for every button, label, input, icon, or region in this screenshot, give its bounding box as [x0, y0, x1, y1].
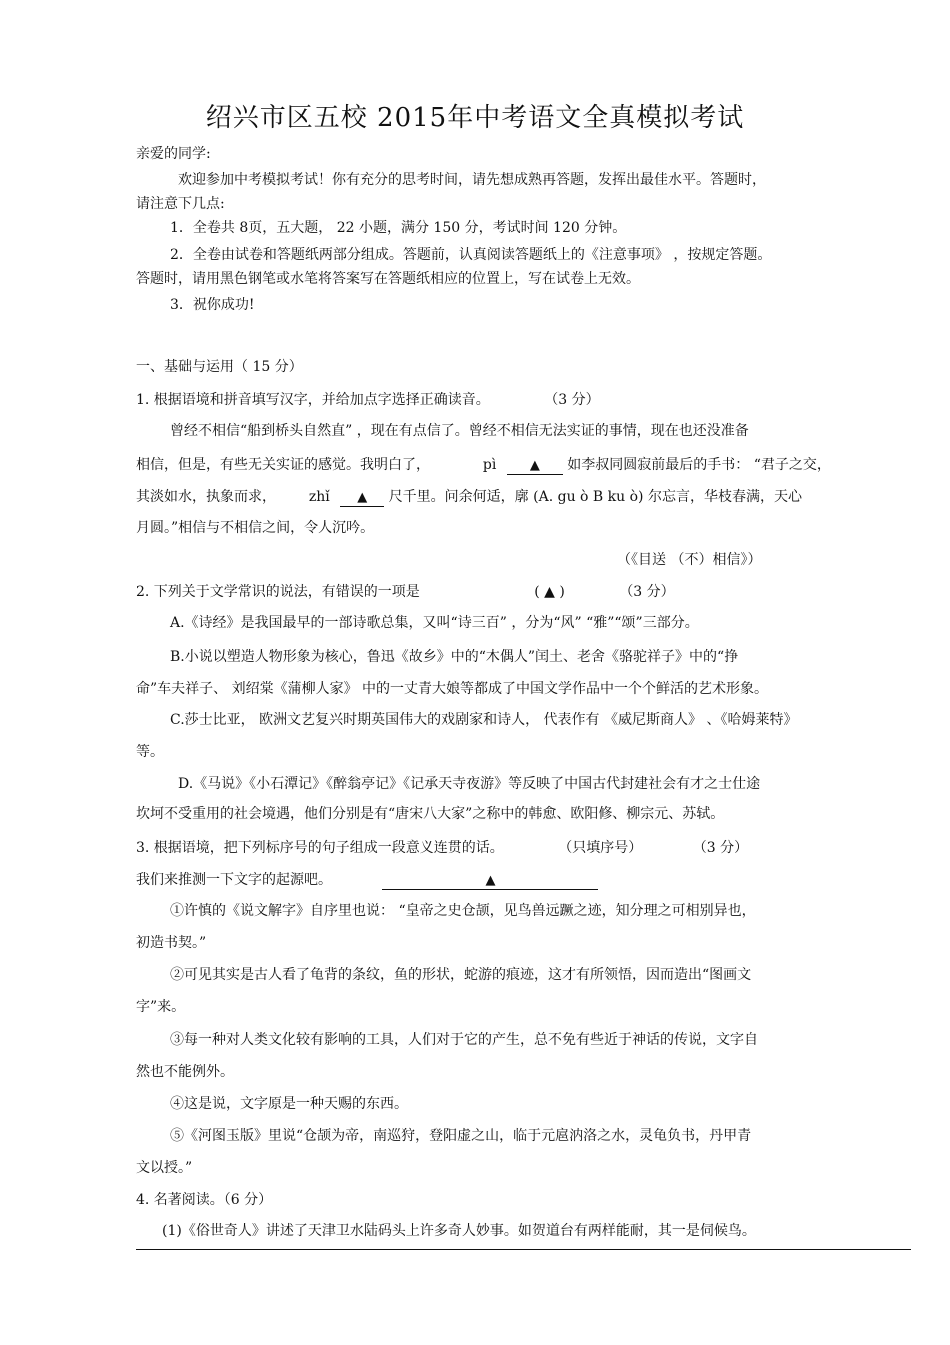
welcome-text: 欢迎参加中考模拟考试！你有充分的思考时间，请先想成熟再答题，发挥出最佳水平。答题时，: [178, 172, 766, 188]
answer-blank-2[interactable]: [340, 489, 384, 507]
q1-para-2a: 相信，但是，有些无关实证的感觉。我明白了，: [136, 457, 430, 473]
q2-option-b: B.小说以塑造人物形象为核心，鲁迅《故乡》中的“木偶人”闰土、老舍《骆驼祥子》中的“挣: [170, 649, 739, 665]
q1-para-2b: 如李叔同圆寂前最后的手书： “君子之交，: [567, 457, 831, 473]
rule-3: 3．祝你成功!: [170, 297, 255, 313]
q3-note: （只填序号）: [558, 840, 643, 856]
q4-sub-1: (1)《俗世奇人》讲述了天津卫水陆码头上许多奇人妙事。如贺道台有两样能耐，其一是伺候鸟。: [162, 1223, 756, 1239]
rule-2-cont: 答题时，请用黑色钢笔或水笔将答案写在答题纸相应的位置上，写在试卷上无效。: [136, 271, 640, 287]
greeting: 亲爱的同学:: [136, 146, 211, 162]
q1-score: （3 分）: [544, 392, 600, 408]
section-heading: 一、基础与运用（ 15 分）: [136, 359, 303, 375]
q2-answer-paren[interactable]: ( ▲ ): [534, 584, 565, 600]
q3-sentence-5: ⑤《河图玉版》里说“仓颉为帝，南巡狩，登阳虚之山，临于元扈汭洛之水，灵龟负书，丹甲青: [170, 1128, 752, 1144]
q3-sentence-5-cont: 文以授。”: [136, 1160, 193, 1176]
q3-lead-text: 我们来推测一下文字的起源吧。: [136, 872, 332, 888]
q3-sentence-1: ①许慎的《说文解字》自序里也说： “皇帝之史仓颉，见鸟兽远蹶之迹，知分理之可相别异也，: [170, 903, 756, 919]
answer-blank-1[interactable]: [507, 457, 563, 475]
q3-sentence-2-cont: 字”来。: [136, 999, 186, 1015]
q2-option-d: D.《马说》《小石潭记》《醉翁亭记》《记承天寺夜游》等反映了中国古代封建社会有才之士仕途: [178, 776, 761, 792]
q2-stem-text: 2. 下列关于文学常识的说法，有错误的一项是: [136, 584, 420, 600]
notice-text: 请注意下几点:: [136, 196, 225, 212]
q3-stem-text: 3. 根据语境，把下列标序号的句子组成一段意义连贯的话。: [136, 840, 504, 856]
q1-stem-text: 1. 根据语境和拼音填写汉字，并给加点字选择正确读音。: [136, 392, 490, 408]
q1-para-4: 月圆。”相信与不相信之间，令人沉吟。: [136, 520, 375, 536]
q1-para-3: [136, 487, 802, 507]
rule-2: 2．全卷由试卷和答题纸两部分组成。答题前，认真阅读答题纸上的《注意事项》 ，按规定答题。: [170, 247, 772, 263]
q3-stem: [136, 838, 748, 858]
q2-option-c: C.莎士比亚， 欧洲文艺复兴时期英国伟大的戏剧家和诗人， 代表作有 《威尼斯商人》 、《哈姆莱特》: [170, 712, 798, 728]
q2-option-a: A.《诗经》是我国最早的一部诗歌总集，又叫“诗三百” ，分为“风” “雅”“颂”三部分。: [170, 615, 699, 631]
pinyin-pi: pì: [482, 457, 497, 473]
q4-stem: 4. 名著阅读。（6 分）: [136, 1192, 273, 1208]
q3-lead: [136, 870, 598, 890]
q1-para-3a: 其淡如水，执象而求，: [136, 489, 276, 505]
q2-score: （3 分）: [619, 584, 675, 600]
page-bottom-rule: [136, 1249, 911, 1250]
q1-para-2: [136, 455, 831, 475]
rule-1: 1．全卷共 8页，五大题， 22 小题，满分 150 分，考试时间 120 分钟。: [170, 220, 627, 236]
q3-sentence-1-cont: 初造书契。”: [136, 935, 207, 951]
q2-option-b-cont: 命”车夫祥子、 刘绍棠《蒲柳人家》 中的一丈青大娘等都成了中国文学作品中一个个鲜活的艺术形象。: [136, 681, 769, 697]
q1-source: （《目送 （不）相信》）: [617, 552, 762, 568]
q1-para-3b: 尺千里。问余何适，廓 (A. gu ò B ku ò) 尔忘言，华枝春满，天心: [388, 489, 802, 505]
blank-triangle: ▲: [529, 458, 540, 473]
q1-stem: [136, 390, 600, 410]
q3-score: （3 分）: [692, 840, 749, 856]
q3-sentence-3: ③每一种对人类文化较有影响的工具，人们对于它的产生，总不免有些近于神话的传说，文字自: [170, 1032, 758, 1048]
q3-sentence-2: ②可见其实是古人看了龟背的条纹，鱼的形状，蛇游的痕迹，这才有所领悟，因而造出“图画文: [170, 967, 752, 983]
q2-stem: [136, 582, 675, 602]
q2-option-d-cont: 坎坷不受重用的社会境遇，他们分别是有“唐宋八大家”之称中的韩愈、欧阳修、柳宗元、苏轼。: [136, 806, 725, 822]
blank-triangle: ▲: [485, 873, 496, 888]
q3-sentence-3-cont: 然也不能例外。: [136, 1064, 234, 1080]
pinyin-zhi: zhǐ: [308, 489, 330, 505]
q3-sentence-4: ④这是说，文字原是一种天赐的东西。: [170, 1096, 408, 1112]
page-title: 绍兴市区五校 2015年中考语文全真模拟考试: [205, 103, 745, 133]
blank-triangle: ▲: [357, 490, 368, 505]
answer-blank-3[interactable]: [382, 872, 598, 890]
q1-para-1: 曾经不相信“船到桥头自然直” ，现在有点信了。曾经不相信无法实证的事情，现在也还没准备: [170, 423, 749, 439]
q2-option-c-cont: 等。: [136, 744, 164, 760]
